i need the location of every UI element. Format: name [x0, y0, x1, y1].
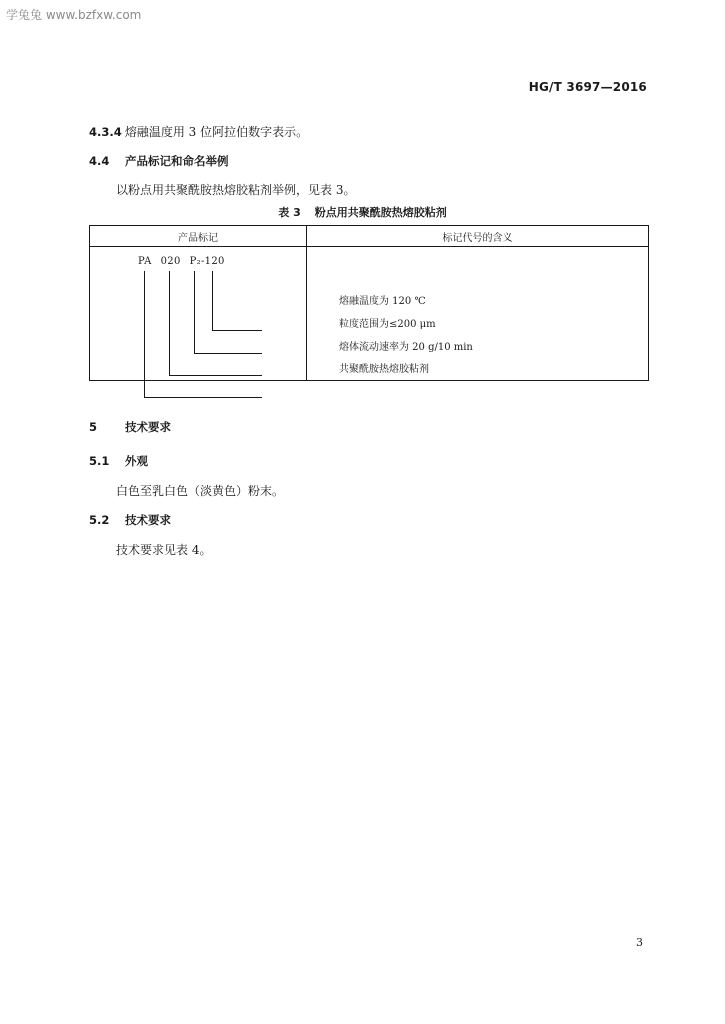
- table-caption-title: 粉点用共聚酰胺热熔胶粘剂: [314, 206, 447, 219]
- section-5-2-text: 技术要求见表 4。: [116, 543, 212, 557]
- section-number: 5.1: [89, 454, 110, 468]
- section-title: 技术要求: [125, 420, 172, 434]
- bracket-line: [144, 271, 145, 397]
- section-5-heading: [89, 419, 171, 435]
- bracket-line: [212, 271, 213, 330]
- section-4-4-heading: [89, 153, 229, 169]
- table-header-product-mark: 产品标记: [90, 226, 307, 247]
- page-number: 3: [636, 936, 643, 949]
- meaning-melting-temp: 熔融温度为 120 ℃: [339, 296, 426, 307]
- section-number: 5: [89, 420, 98, 434]
- section-number: 4.4: [89, 154, 110, 168]
- code-part-pa: PA: [138, 256, 152, 267]
- product-code: [138, 256, 234, 267]
- section-5-1-text: 白色至乳白色（淡黄色）粉末。: [116, 484, 285, 498]
- bracket-line: [144, 397, 262, 398]
- section-5-1-heading: [89, 453, 148, 469]
- section-title: 外观: [125, 454, 149, 468]
- section-title: 技术要求: [125, 513, 172, 527]
- table-3: [89, 225, 649, 381]
- clause-4-3-4: [89, 123, 308, 140]
- code-part-mfr: 020: [160, 256, 181, 267]
- table-caption-number: 表 3: [278, 206, 301, 219]
- code-meaning-cell: [307, 247, 649, 381]
- meaning-particle-size: 粒度范围为≤200 μm: [339, 319, 436, 330]
- bracket-line: [212, 330, 262, 331]
- section-4-4-text: 以粉点用共聚酰胺热熔胶粘剂举例，见表 3。: [116, 183, 356, 197]
- product-mark-cell: [90, 247, 307, 381]
- code-part-particle-temp: P₂-120: [189, 256, 225, 267]
- section-title: 产品标记和命名举例: [125, 154, 229, 168]
- table-header-code-meaning: 标记代号的含义: [307, 226, 649, 247]
- watermark: 学兔兔 www.bzfxw.com: [6, 8, 142, 22]
- bracket-line: [169, 271, 170, 375]
- table-3-caption: [0, 204, 725, 220]
- section-5-2-heading: [89, 512, 171, 528]
- standard-code: HG/T 3697—2016: [528, 80, 647, 94]
- bracket-line: [194, 353, 262, 354]
- meaning-product-name: 共聚酰胺热熔胶粘剂: [339, 364, 429, 375]
- clause-number: 4.3.4: [89, 125, 122, 139]
- clause-text: 熔融温度用 3 位阿拉伯数字表示。: [124, 125, 309, 139]
- bracket-line: [194, 271, 195, 353]
- section-number: 5.2: [89, 513, 110, 527]
- meaning-melt-flow-rate: 熔体流动速率为 20 g/10 min: [339, 342, 473, 353]
- bracket-line: [169, 375, 262, 376]
